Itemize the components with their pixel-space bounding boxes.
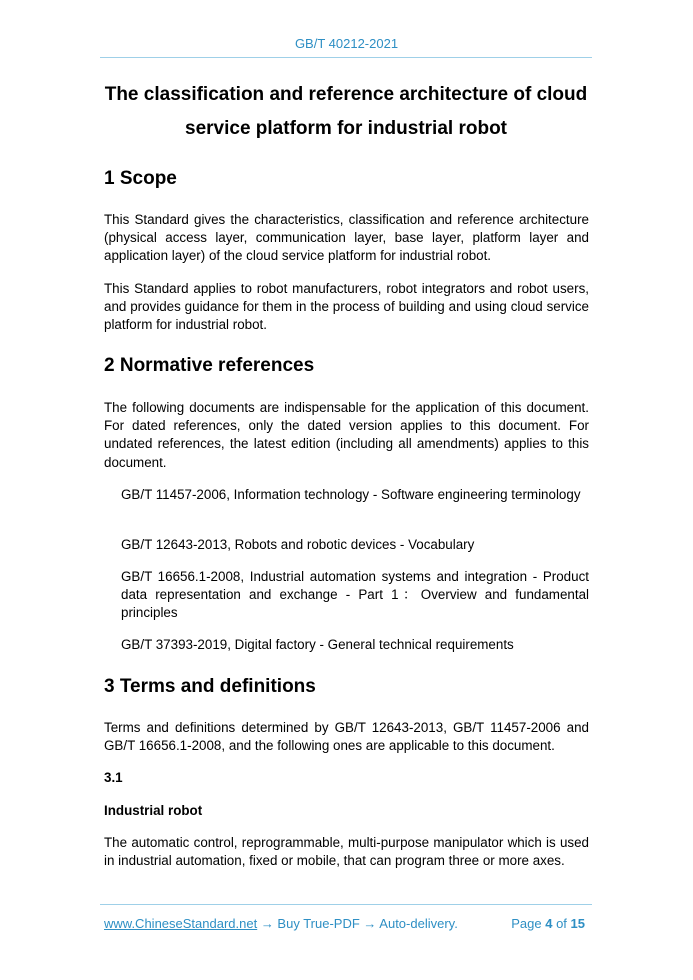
reference-item: GB/T 37393-2019, Digital factory - General technical requirements [121,637,514,652]
scope-paragraph-2: This Standard applies to robot manufacturers, robot integrators and robot users, and provides guidance for them in the process of building and using cloud service platform for industrial robot. [104,281,589,333]
header-divider [100,57,592,58]
terms-intro: Terms and definitions determined by GB/T 12643-2013, GB/T 11457-2006 and GB/T 16656.1-2008, and the following ones are applicable to this document. [104,720,589,754]
page-current: 4 [545,916,553,931]
document-title [100,78,592,146]
footer-links [104,916,458,931]
site-link[interactable]: www.ChineseStandard.net [104,916,258,931]
section-terms-heading: 3 Terms and definitions [104,676,316,697]
reference-item: GB/T 16656.1-2008, Industrial automation systems and integration - Product data representation and exchange - Part 1：Overview and fundamental principles [121,569,589,621]
page-indicator [511,916,585,931]
term-name: Industrial robot [104,803,203,818]
purchase-text: → Buy True-PDF → Auto-delivery. [257,916,458,931]
title-line-2: service platform for industrial robot [185,118,507,139]
page-total: 15 [570,916,585,931]
term-number: 3.1 [104,770,123,785]
of-label: of [556,916,567,931]
term-definition: The automatic control, reprogrammable, multi-purpose manipulator which is used in industrial automation, fixed or mobile, that can program three or more axes. [104,835,589,869]
section-scope-heading: 1 Scope [104,168,177,189]
page-footer [104,916,589,934]
section-normative-heading: 2 Normative references [104,355,315,376]
title-line-1: The classification and reference architecture of cloud [104,84,588,105]
page-label: Page [511,916,542,931]
document-code-header: GB/T 40212-2021 [294,36,399,51]
footer-divider [100,904,592,905]
reference-item: GB/T 11457-2006, Information technology - Software engineering terminology [121,487,581,502]
scope-paragraph-1: This Standard gives the characteristics, classification and reference architecture (physical access layer, communication layer, base layer, platform layer and application layer) of the cloud service platform for industrial robot. [104,212,589,264]
normative-intro: The following documents are indispensable for the application of this document. For dated references, only the dated version applies to this document. For undated references, the latest edition (including all amendments) applies to this document. [104,400,589,470]
reference-item: GB/T 12643-2013, Robots and robotic devices - Vocabulary [121,537,475,552]
